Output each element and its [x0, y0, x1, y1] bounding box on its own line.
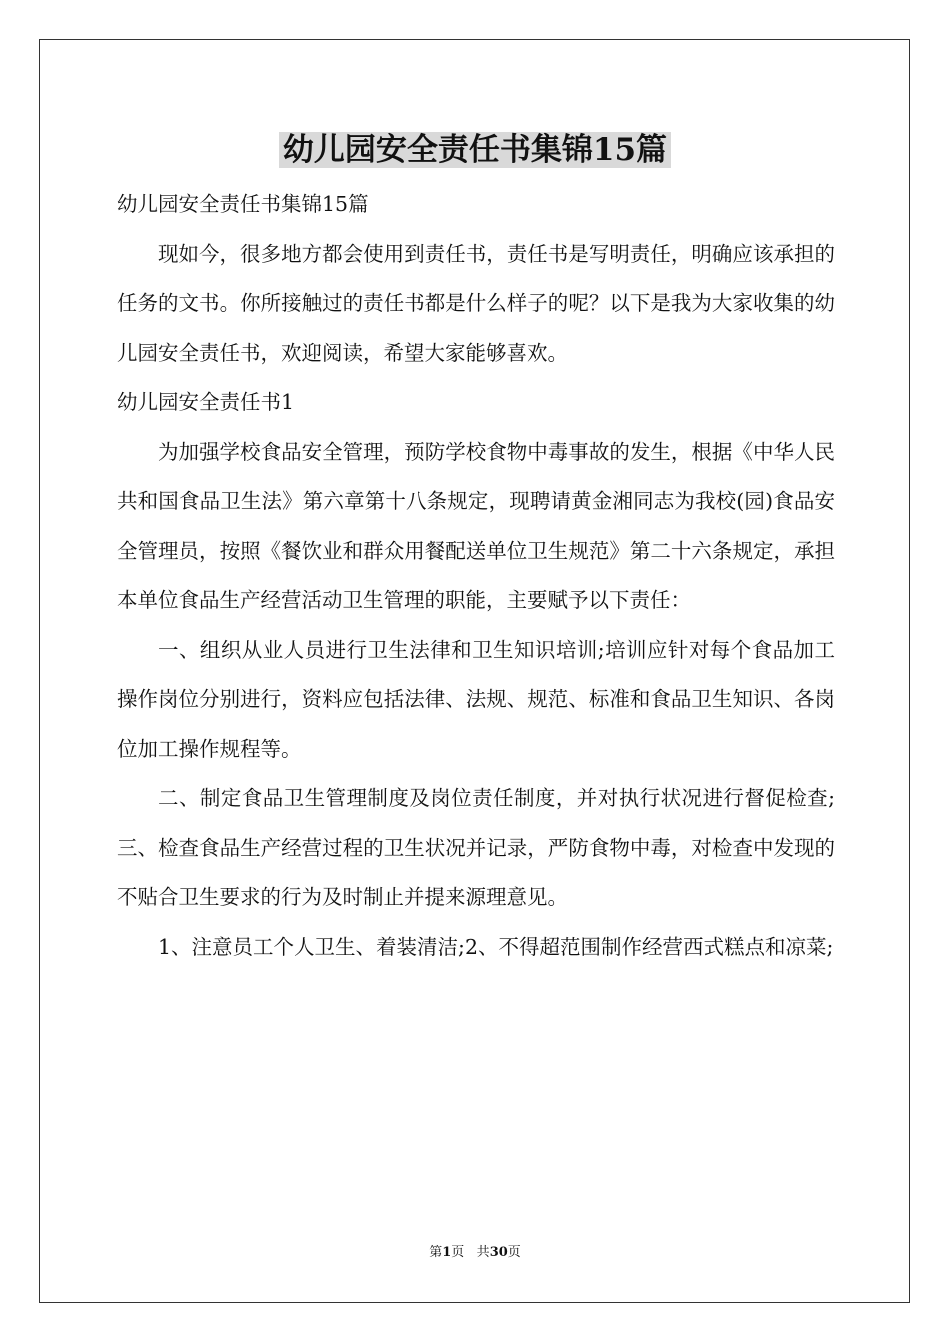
- page-number: 1: [442, 1245, 452, 1260]
- total-pages: 30: [489, 1245, 508, 1260]
- paragraph-body: 二、制定食品卫生管理制度及岗位责任制度，并对执行状况进行督促检查;三、检查食品生产经营过程的卫生状况并记录，严防食物中毒，对检查中发现的不贴合卫生要求的行为及时制止并提来源理意见。: [117, 786, 835, 909]
- total-suffix: 页: [507, 1245, 521, 1260]
- page-suffix: 页: [451, 1245, 465, 1260]
- paragraph-body: 一、组织从业人员进行卫生法律和卫生知识培训;培训应针对每个食品加工操作岗位分别进行，资料应包括法律、法规、规范、标准和食品卫生知识、各岗位加工操作规程等。: [117, 637, 835, 761]
- section-heading: 幼儿园安全责任书1: [117, 390, 295, 414]
- page-footer: [0, 1244, 950, 1262]
- page-prefix: 第: [429, 1245, 443, 1260]
- total-prefix: 共: [476, 1245, 490, 1260]
- document-title: [0, 128, 950, 172]
- paragraph-intro: 现如今，很多地方都会使用到责任书，责任书是写明责任，明确应该承担的任务的文书。你所接触过的责任书都是什么样子的呢？以下是我为大家收集的幼儿园安全责任书，欢迎阅读，希望大家能够喜欢。: [117, 241, 835, 365]
- paragraph-body: 1、注意员工个人卫生、着装清洁;2、不得超范围制作经营西式糕点和凉菜;: [158, 934, 834, 959]
- paragraph-body: 为加强学校食品安全管理，预防学校食物中毒事故的发生，根据《中华人民共和国食品卫生法》第六章第十八条规定，现聘请黄金湘同志为我校(园)食品安全管理员，按照《餐饮业和群众用餐配送单位卫生规范》第二十六条规定，承担本单位食品生产经营活动卫生管理的职能，主要赋予以下责任：: [117, 439, 835, 612]
- document-body: [117, 180, 835, 972]
- document-title-text: 幼儿园安全责任书集锦15篇: [279, 132, 671, 168]
- paragraph-subtitle: 幼儿园安全责任书集锦15篇: [117, 192, 369, 216]
